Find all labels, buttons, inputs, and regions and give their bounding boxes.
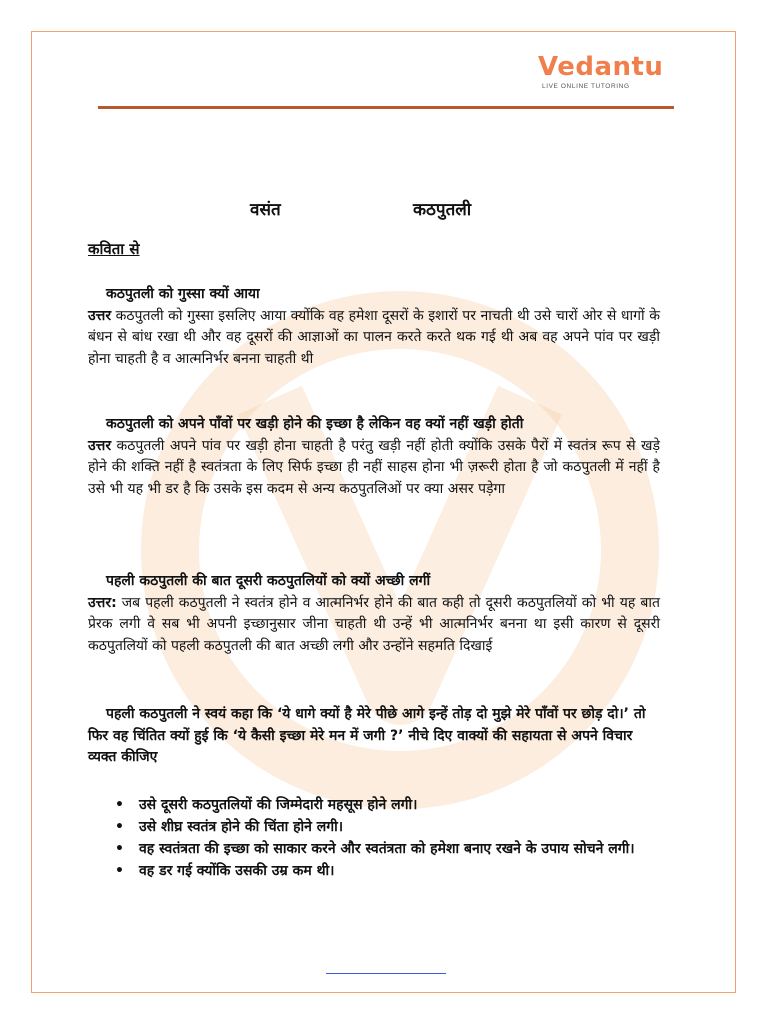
page-title (250, 197, 550, 223)
chapter-title: कठपुतली (413, 200, 472, 220)
qa-block-2 (88, 414, 660, 500)
logo-tagline: LIVE ONLINE TUTORING (542, 83, 630, 90)
answer-3 (88, 593, 660, 658)
logo-wordmark: Vedantu (538, 52, 664, 82)
answer-label: उत्तर: (88, 594, 117, 611)
answer-label: उत्तर (88, 307, 112, 324)
qa-block-1 (88, 284, 660, 370)
answer-text: जब पहली कठपुतली ने स्वतंत्र होने व आत्मनिर्भर होने की बात कही तो दूसरी कठपुतलियों को भी यह बात प्रेरक लगी वे सब भी अपनी इच्छानुसार जीना चाहती थी उन्हें भी आत्मनिर्भर बनना था इसी कारण से दूसरी कठपुतलियों को पहली कठपुतली की बात अच्छी लगी और उन्होंने सहमति दिखाई (88, 594, 660, 654)
answer-text: कठपुतली को गुस्सा इसलिए आया क्योंकि वह हमेशा दूसरों के इशारों पर नाचती थी उसे चारों ओर से धागों के बंधन से बांध रखा थी और वह दूसरों की आज्ञाओं का पालन करते करते थक गई थी अब वह अपने पांव पर खड़ी होना चाहती है व आत्मनिर्भर बनना चाहती थी (88, 307, 660, 367)
section-heading: कविता से (88, 240, 140, 258)
bullet-list (112, 794, 672, 882)
header-divider (98, 106, 674, 109)
vedantu-logo (538, 52, 664, 98)
question-2: कठपुतली को अपने पाँवों पर खड़ी होने की इच्छा है लेकिन वह क्यों नहीं खड़ी होती (106, 416, 524, 432)
answer-1 (88, 306, 660, 371)
answer-label: उत्तर (88, 437, 112, 454)
question-4: पहली कठपुतली ने स्वयं कहा कि ‘ये धागे क्यों है मेरे पीछे आगे इन्हें तोड़ दो मुझे मेरे पाँवों पर छोड़ दो।’ तो फिर वह चिंतित क्यों हुई कि ‘ये कैसी इच्छा मेरे मन में जगी ?’ नीचे दिए वाक्यों की सहायता से अपने विचार व्यक्त कीजिए (88, 706, 646, 765)
question-1: कठपुतली को गुस्सा क्यों आया (106, 286, 260, 302)
footer-link-underline[interactable] (326, 973, 446, 974)
list-item: • उसे दूसरी कठपुतलियों की जिम्मेदारी महसूस होने लगी। (112, 794, 672, 816)
list-item: • वह डर गई क्योंकि उसकी उम्र कम थी। (112, 860, 672, 882)
answer-text: कठपुतली अपने पांव पर खड़ी होना चाहती है परंतु खड़ी नहीं होती क्योंकि उसके पैरों में स्वतंत्र रूप से खड़े होने की शक्ति नहीं है स्वतंत्रता के लिए सिर्फ इच्छा ही नहीं साहस होना भी ज़रूरी होता है जो कठपुतली में नहीं है उसे भी यह भी डर है कि उसके इस कदम से अन्य कठपुतलिओं पर क्या असर पड़ेगा (88, 437, 660, 497)
list-item: • वह स्वतंत्रता की इच्छा को साकार करने और स्वतंत्रता को हमेशा बनाए रखने के उपाय सोचने लगी। (112, 838, 672, 860)
question-3: पहली कठपुतली की बात दूसरी कठपुतलियों को क्यों अच्छी लगीं (106, 573, 431, 589)
qa-block-4 (88, 704, 660, 769)
book-title: वसंत (250, 200, 281, 220)
answer-2 (88, 436, 660, 501)
qa-block-3 (88, 571, 660, 657)
list-item: • उसे शीघ्र स्वतंत्र होने की चिंता होने लगी। (112, 816, 672, 838)
